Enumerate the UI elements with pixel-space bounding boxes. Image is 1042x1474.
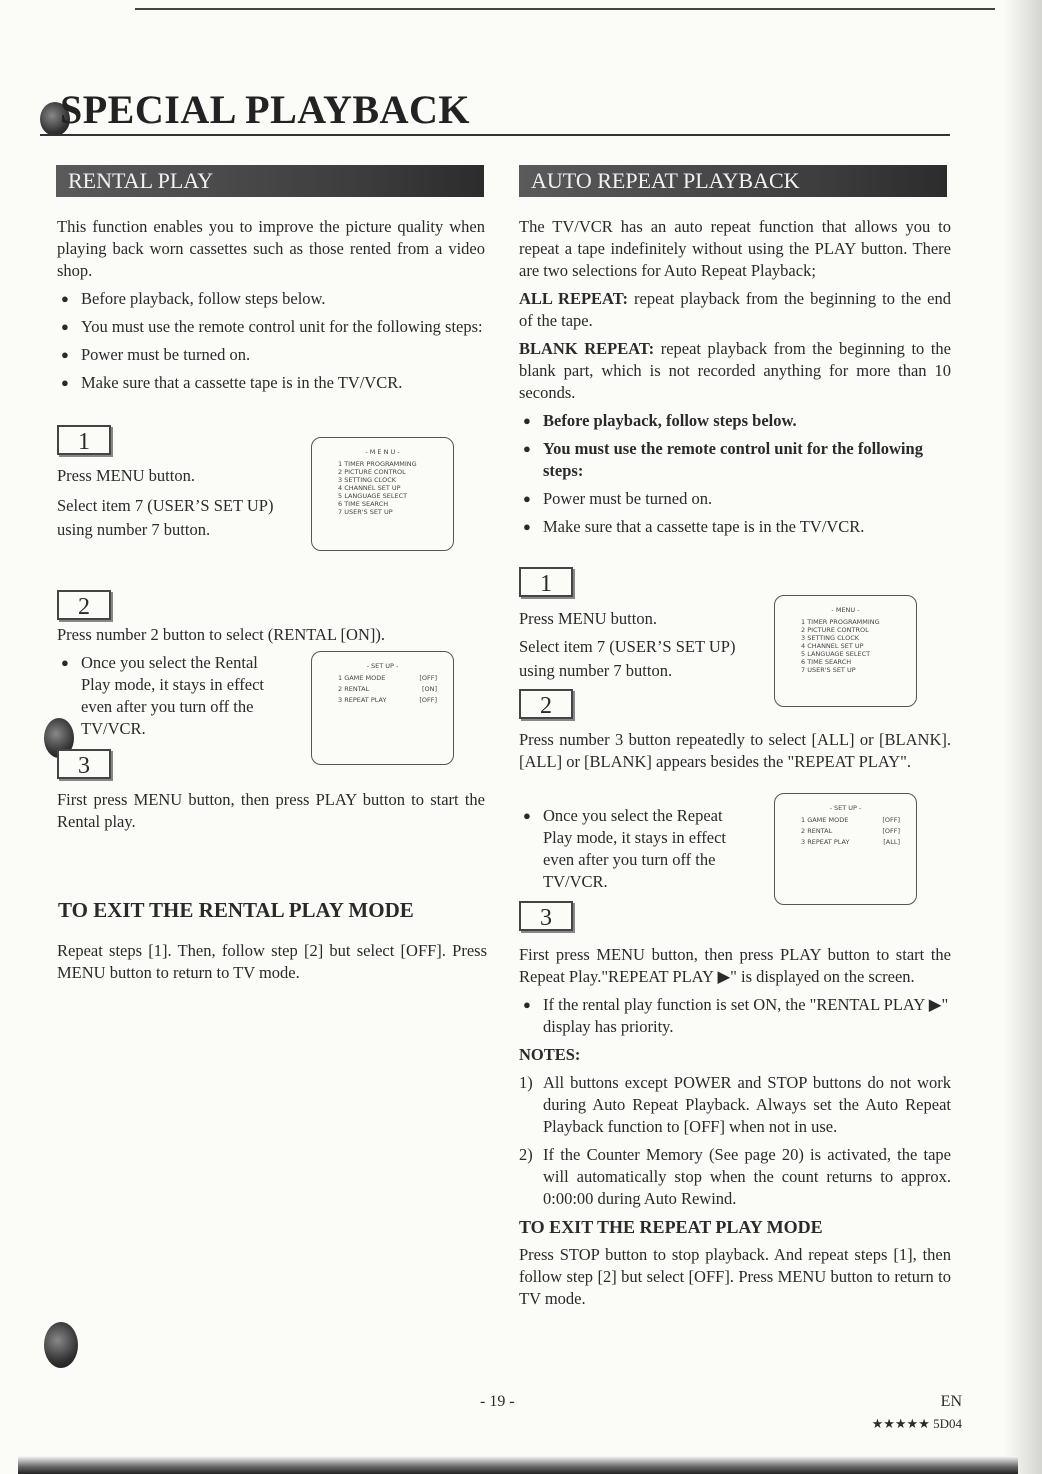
list-item: ● Power must be turned on. <box>519 488 951 510</box>
all-repeat-text: repeat playback from the beginning to the end of the tape. <box>519 289 951 330</box>
screen-item: 4 CHANNEL SET UP <box>338 484 401 492</box>
top-rule <box>135 8 995 10</box>
rental-exit-block <box>57 940 487 990</box>
rental-step-2-number: 2 <box>57 590 111 620</box>
model-code: ★★★★★ 5D04 <box>871 1416 962 1431</box>
notes-list <box>519 1072 951 1210</box>
list-item: ● Before playback, follow steps below. <box>519 410 951 432</box>
repeat-step-3-number: 3 <box>519 901 573 931</box>
screen-row <box>775 838 916 846</box>
all-repeat-desc <box>519 288 951 332</box>
all-repeat-label: ALL REPEAT: <box>519 289 628 308</box>
step-line: Select item 7 (USER’S SET UP) using number 7 button. <box>57 496 274 539</box>
rental-step-1-number: 1 <box>57 425 111 455</box>
screen-item: 5 LANGUAGE SELECT <box>801 650 871 658</box>
screen-row <box>775 827 916 835</box>
repeat-step-2-text-block <box>519 729 951 779</box>
section-header-auto-repeat: AUTO REPEAT PLAYBACK <box>519 165 947 197</box>
screen-row <box>312 674 453 682</box>
repeat-intro-block <box>519 216 951 544</box>
repeat-step-2-number: 2 <box>519 689 573 719</box>
blank-repeat-label: BLANK REPEAT: <box>519 339 655 358</box>
note-number: 1) <box>519 1073 533 1092</box>
list-item: ● You must use the remote control unit for the following steps: <box>519 438 951 482</box>
setup-screen-illustration <box>774 793 917 905</box>
blank-repeat-text: repeat playback from the beginning to the blank part, which is not recorded anything for more than 10 seconds. <box>519 339 951 402</box>
screen-row <box>312 685 453 693</box>
rental-step-3-text-block <box>57 789 485 839</box>
rental-step-1-text <box>57 464 297 542</box>
screen-title: - MENU - <box>831 606 860 614</box>
screen-item: 7 USER'S SET UP <box>338 508 393 516</box>
page-number: - 19 - <box>480 1393 515 1410</box>
repeat-step-3-text: First press MENU button, then press PLAY button to start the Repeat Play."REPEAT PLAY ▶" is displayed on the screen. <box>519 945 951 986</box>
list-item: ● Power must be turned on. <box>57 344 485 366</box>
step-line: Press MENU button. <box>519 609 657 628</box>
repeat-intro: The TV/VCR has an auto repeat function that allows you to repeat a tape indefinitely without using the PLAY button. There are two selections for Auto Repeat Playback; <box>519 217 951 280</box>
notes-heading: NOTES: <box>519 1045 581 1064</box>
repeat-step-3-bullets <box>519 994 951 1038</box>
screen-row-label: 3 REPEAT PLAY <box>801 838 850 846</box>
rental-step-2-note <box>57 652 287 746</box>
rental-exit-heading: TO EXIT THE RENTAL PLAY MODE <box>58 898 414 922</box>
screen-row-value: [OFF] <box>882 827 900 835</box>
screen-row-value: [OFF] <box>419 696 437 704</box>
rental-step-3-text: First press MENU button, then press PLAY button to start the Rental play. <box>57 790 485 831</box>
step-line: Select item 7 (USER’S SET UP) using number 7 button. <box>519 637 736 680</box>
note-text: If the Counter Memory (See page 20) is activated, the tape will automatically stop when the count returns to approx. 0:00:00 during Auto Rewind. <box>543 1145 951 1208</box>
screen-item: 6 TIME SEARCH <box>338 500 389 508</box>
screen-row-label: 2 RENTAL <box>338 685 370 693</box>
screen-row-value: [OFF] <box>419 674 437 682</box>
screen-title: - M E N U - <box>365 448 400 456</box>
list-item <box>519 1144 951 1210</box>
rental-intro: This function enables you to improve the picture quality when playing back worn cassettes such as those rented from a video shop. <box>57 217 485 280</box>
list-item: ● You must use the remote control unit for the following steps: <box>57 316 485 338</box>
list-item: ● Before playback, follow steps below. <box>57 288 485 310</box>
binder-hole <box>44 1322 78 1368</box>
repeat-step-2-text: Press number 3 button repeatedly to select [ALL] or [BLANK]. [ALL] or [BLANK] appears besides the "REPEAT PLAY". <box>519 730 951 771</box>
repeat-step-2-note <box>519 805 747 899</box>
list-item: ● Make sure that a cassette tape is in the TV/VCR. <box>57 372 485 394</box>
screen-item: 7 USER'S SET UP <box>801 666 856 674</box>
rental-step-2-text: Press number 2 button to select (RENTAL [ON]). <box>57 625 386 644</box>
screen-item: 4 CHANNEL SET UP <box>801 642 864 650</box>
page-edge-shadow <box>1004 0 1042 1474</box>
repeat-step-2-bullets <box>519 805 747 893</box>
screen-item: 3 SETTING CLOCK <box>801 634 859 642</box>
screen-item: 2 PICTURE CONTROL <box>801 626 869 634</box>
screen-row-label: 3 REPEAT PLAY <box>338 696 387 704</box>
screen-row-label: 1 GAME MODE <box>801 816 849 824</box>
screen-row-value: [ON] <box>421 685 437 693</box>
section-header-rental-play: RENTAL PLAY <box>56 165 484 197</box>
screen-row-value: [OFF] <box>882 816 900 824</box>
rental-intro-block <box>57 216 485 400</box>
screen-row-label: 1 GAME MODE <box>338 674 386 682</box>
title-row <box>40 86 950 136</box>
blank-repeat-desc <box>519 338 951 404</box>
repeat-step-3-block <box>519 944 951 1316</box>
repeat-exit-text: Press STOP button to stop playback. And repeat steps [1], then follow step [2] but select [OFF]. Press MENU button to return to TV mode. <box>519 1245 951 1308</box>
screen-item: 1 TIMER PROGRAMMING <box>801 618 880 626</box>
page-title: SPECIAL PLAYBACK <box>60 87 470 132</box>
repeat-bullets <box>519 410 951 538</box>
list-item <box>519 1072 951 1138</box>
list-item: ● If the rental play function is set ON, the "RENTAL PLAY ▶" display has priority. <box>519 994 951 1038</box>
setup-screen-illustration <box>311 651 454 765</box>
screen-row-value: [ALL] <box>883 838 900 846</box>
note-text: All buttons except POWER and STOP buttons do not work during Auto Repeat Playback. Always set the Auto Repeat Playback function to [OFF] when not in use. <box>543 1073 951 1136</box>
menu-screen-illustration <box>311 437 454 551</box>
list-item: ● Once you select the Rental Play mode, it stays in effect even after you turn off the TV/VCR. <box>57 652 287 740</box>
screen-row <box>312 696 453 704</box>
rental-step-2-bullets <box>57 652 287 740</box>
screen-item: 3 SETTING CLOCK <box>338 476 396 484</box>
step-line: Press MENU button. <box>57 466 195 485</box>
screen-title: - SET UP - <box>829 804 862 812</box>
repeat-exit-heading: TO EXIT THE REPEAT PLAY MODE <box>519 1217 823 1237</box>
language-code: EN <box>940 1393 962 1410</box>
list-item: ● Make sure that a cassette tape is in the TV/VCR. <box>519 516 951 538</box>
repeat-step-1-number: 1 <box>519 567 573 597</box>
bottom-scan-edge <box>18 1456 1018 1474</box>
screen-item: 2 PICTURE CONTROL <box>338 468 406 476</box>
rental-step-3-number: 3 <box>57 749 111 779</box>
rental-bullets <box>57 288 485 394</box>
rental-exit-text: Repeat steps [1]. Then, follow step [2] but select [OFF]. Press MENU button to return to TV mode. <box>57 941 487 982</box>
screen-item: 6 TIME SEARCH <box>801 658 852 666</box>
screen-row-label: 2 RENTAL <box>801 827 833 835</box>
note-number: 2) <box>519 1145 533 1164</box>
menu-screen-illustration <box>774 595 917 707</box>
repeat-step-1-text <box>519 607 759 683</box>
screen-item: 1 TIMER PROGRAMMING <box>338 460 417 468</box>
screen-item: 5 LANGUAGE SELECT <box>338 492 408 500</box>
screen-title: - SET UP - <box>366 662 399 670</box>
screen-row <box>775 816 916 824</box>
list-item: ● Once you select the Repeat Play mode, it stays in effect even after you turn off the TV/VCR. <box>519 805 747 893</box>
